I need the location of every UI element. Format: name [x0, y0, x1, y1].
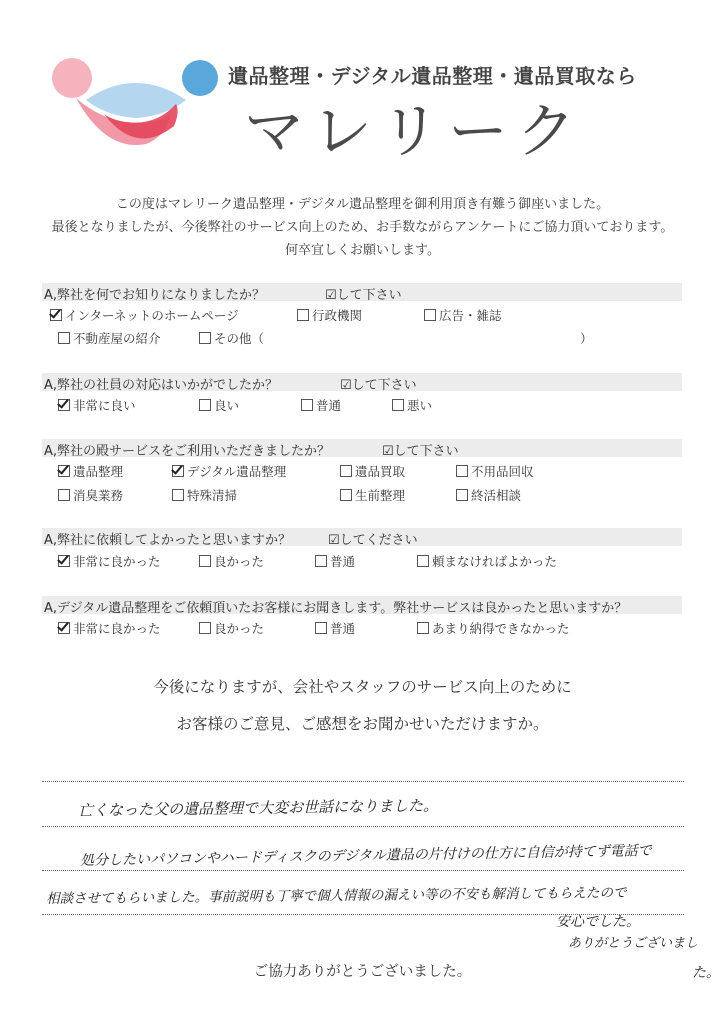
company-logo: [46, 56, 226, 156]
q4-option-regret[interactable]: 頼まなければよかった: [417, 552, 557, 570]
question-5-text: A,デジタル遺品整理をご依頼頂いたお客様にお聞きします。弊社サービスは良かったと思いますか？: [44, 601, 628, 616]
thanks-message: ご協力ありがとうございました。: [253, 964, 472, 980]
checkbox-icon[interactable]: [417, 622, 429, 634]
question-3-note: ☑して下さい: [382, 444, 459, 459]
handwritten-line-4: 安心でした。: [556, 914, 640, 930]
question-2-text: A,弊社の社員の対応はいかがでしたか？: [44, 378, 279, 393]
q1-option-other[interactable]: その他（: [199, 329, 264, 347]
q2-option-good[interactable]: 良い: [199, 396, 239, 414]
checkbox-icon[interactable]: [58, 332, 70, 344]
comment-line: [42, 870, 684, 871]
q2-option-bad[interactable]: 悪い: [392, 396, 432, 414]
q5-option-normal[interactable]: 普通: [315, 619, 355, 637]
question-4-text: A,弊社に依頼してよかったと思いますか？: [44, 533, 292, 548]
checkbox-icon[interactable]: [340, 489, 352, 501]
q2-option-normal[interactable]: 普通: [301, 396, 341, 414]
handwritten-line-6: た。: [692, 965, 720, 981]
question-1-text: A,弊社を何でお知りになりましたか？: [44, 288, 266, 303]
checkbox-icon[interactable]: [199, 622, 211, 634]
q1-option-other-close: ）: [580, 331, 593, 346]
checkbox-icon[interactable]: [315, 622, 327, 634]
checkbox-checked-icon[interactable]: [58, 555, 70, 567]
q1-option-ads[interactable]: 広告・雑誌: [424, 306, 502, 324]
q4-option-good[interactable]: 良かった: [199, 552, 264, 570]
checkbox-icon[interactable]: [456, 465, 468, 477]
checkbox-icon[interactable]: [199, 399, 211, 411]
tagline: 遺品整理・デジタル遺品整理・遺品買取なら: [228, 64, 637, 88]
q5-option-good[interactable]: 良かった: [199, 619, 264, 637]
checkbox-checked-icon[interactable]: [58, 622, 70, 634]
q4-option-very-good[interactable]: 非常に良かった: [58, 552, 161, 570]
brand-name: マレリーク: [244, 97, 584, 167]
checkbox-icon[interactable]: [340, 465, 352, 477]
q5-option-unsatisfied[interactable]: あまり納得できなかった: [417, 619, 570, 637]
checkbox-icon[interactable]: [297, 309, 309, 321]
comment-line: [42, 826, 684, 827]
q1-option-realestate[interactable]: 不動産屋の紹介: [58, 329, 161, 347]
q3-option-digital[interactable]: デジタル遺品整理: [172, 462, 286, 480]
q1-option-government[interactable]: 行政機関: [297, 306, 362, 324]
question-2-note: ☑して下さい: [340, 378, 417, 393]
checkbox-checked-icon[interactable]: [58, 465, 70, 477]
q2-option-very-good[interactable]: 非常に良い: [58, 396, 136, 414]
checkbox-icon[interactable]: [424, 309, 436, 321]
intro-line-2: 最後となりましたが、今後弊社のサービス向上のため、お手数ながらアンケートにご協力頂いております。: [51, 220, 674, 235]
checkbox-icon[interactable]: [172, 489, 184, 501]
checkbox-icon[interactable]: [199, 332, 211, 344]
intro-line-1: この度はマレリーク遺品整理・デジタル遺品整理を御利用頂き有難う御座いました。: [115, 197, 610, 212]
q3-option-shoushu[interactable]: 消臭業務: [58, 486, 123, 504]
q3-option-kaitori[interactable]: 遺品買取: [340, 462, 405, 480]
handwritten-line-1: 亡くなった父の遺品整理で大変お世話になりました。: [77, 796, 439, 820]
checkbox-checked-icon[interactable]: [58, 399, 70, 411]
q3-option-shukatsu[interactable]: 終活相談: [456, 486, 521, 504]
checkbox-icon[interactable]: [417, 555, 429, 567]
handwritten-line-3: 相談させてもらいました。事前説明も丁寧で個人情報の漏えい等の不安も解消してもらえたので: [45, 884, 627, 908]
q1-option-internet[interactable]: インターネットのホームページ: [50, 306, 239, 324]
handwritten-line-2: 処分したいパソコンやハードディスクのデジタル遺品の片付けの仕方に自信が持てず電話で: [79, 843, 652, 869]
checkbox-checked-icon[interactable]: [50, 309, 62, 321]
question-3-text: A,弊社の殿サービスをご利用いただきましたか？: [44, 444, 331, 459]
q4-option-normal[interactable]: 普通: [315, 552, 355, 570]
checkbox-icon[interactable]: [392, 399, 404, 411]
comment-line: [42, 781, 684, 782]
checkbox-icon[interactable]: [199, 555, 211, 567]
checkbox-icon[interactable]: [58, 489, 70, 501]
q3-option-tokushu[interactable]: 特殊清掃: [172, 486, 237, 504]
question-1-note: ☑して下さい: [325, 288, 402, 303]
q3-option-seizen[interactable]: 生前整理: [340, 486, 405, 504]
checkbox-icon[interactable]: [315, 555, 327, 567]
question-4-note: ☑してください: [328, 533, 418, 548]
checkbox-checked-icon[interactable]: [172, 465, 184, 477]
intro-line-3: 何卒宜しくお願いします。: [285, 243, 440, 258]
closing-line-2: お客様のご意見、ご感想をお聞かせいただけますか。: [176, 715, 549, 733]
q3-option-fuyouhin[interactable]: 不用品回収: [456, 462, 534, 480]
q5-option-very-good[interactable]: 非常に良かった: [58, 619, 161, 637]
closing-line-1: 今後になりますが、会社やスタッフのサービス向上のために: [153, 678, 572, 696]
checkbox-icon[interactable]: [301, 399, 313, 411]
handwritten-line-5: ありがとうございまし: [568, 936, 699, 951]
checkbox-icon[interactable]: [456, 489, 468, 501]
q3-option-ihin[interactable]: 遺品整理: [58, 462, 123, 480]
